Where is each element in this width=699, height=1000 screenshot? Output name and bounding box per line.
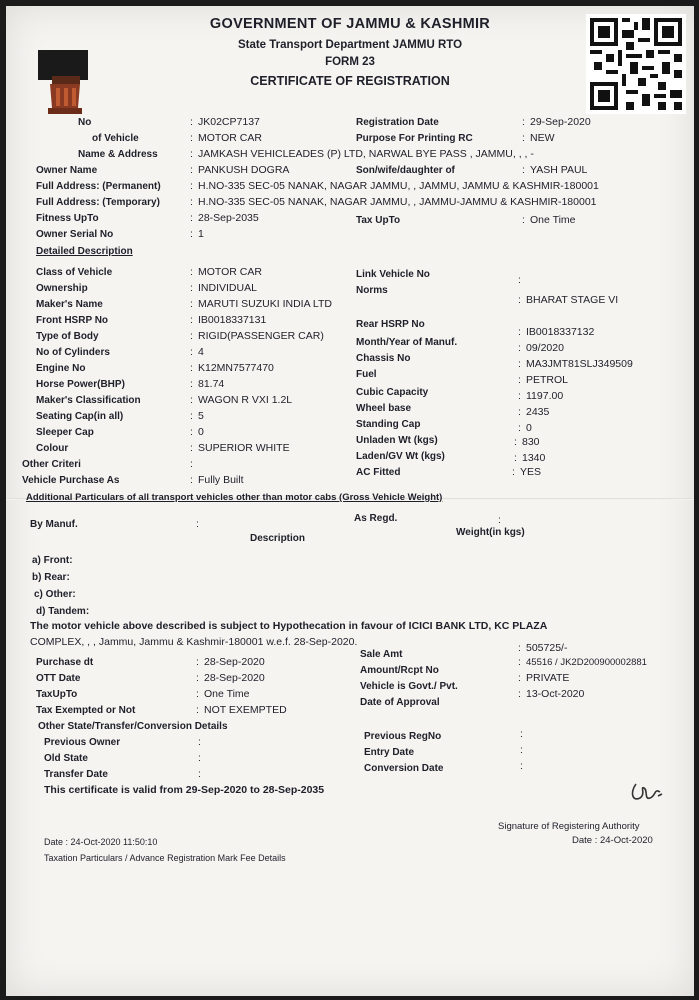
detail-value: INDIVIDUAL (198, 282, 257, 294)
colon: : (190, 164, 193, 176)
tax-value: 28-Sep-2020 (204, 656, 265, 668)
detail-value: 5 (198, 410, 204, 422)
government-title: GOVERNMENT OF JAMMU & KASHMIR (209, 16, 491, 32)
colon: : (190, 148, 193, 160)
detail-value: IB0018337132 (526, 326, 595, 338)
colon: : (518, 358, 521, 370)
tax-label: Vehicle is Govt./ Pvt. (360, 681, 458, 692)
tax-value: 13-Oct-2020 (526, 688, 585, 700)
reg-no-label: No (78, 117, 92, 128)
detail-value: K12MN7577470 (198, 362, 274, 374)
tax-upto-label: Tax UpTo (356, 215, 401, 226)
detail-value: MA3JMT81SLJ349509 (526, 358, 633, 370)
detail-label: Month/Year of Manuf. (356, 337, 458, 348)
owner-name-label: Owner Name (36, 165, 98, 176)
colon: : (518, 374, 521, 386)
transfer-date-label: Transfer Date (44, 769, 108, 780)
taxation-particulars: Taxation Particulars / Advance Registration Mark Fee Details (44, 853, 286, 863)
owner-name-value: PANKUSH DOGRA (198, 164, 290, 176)
fitness-value: 28-Sep-2035 (198, 212, 259, 224)
colon: : (498, 514, 501, 526)
colon: : (196, 704, 199, 716)
colon: : (190, 266, 193, 278)
by-manuf-label: By Manuf. (30, 519, 78, 530)
colon: : (190, 180, 193, 192)
validity-statement: This certificate is valid from 29-Sep-2020 to 28-Sep-2035 (44, 784, 325, 796)
hypothecation-line-2: COMPLEX, , , Jammu, Jammu & Kashmir-180001 w.e.f. 28-Sep-2020. (30, 636, 358, 648)
detail-label: Laden/GV Wt (kgs) (356, 451, 445, 462)
detail-label: Wheel base (356, 403, 412, 414)
detail-label: Ownership (36, 283, 88, 294)
son-of-value: YASH PAUL (530, 164, 588, 176)
conversion-date-label: Conversion Date (364, 763, 444, 774)
detail-value: 830 (522, 436, 540, 448)
detail-value: 2435 (526, 406, 550, 418)
colon: : (518, 688, 521, 700)
colon: : (190, 458, 193, 470)
registration-certificate (6, 6, 694, 996)
dealer-label: Name & Address (78, 149, 158, 160)
colon: : (190, 314, 193, 326)
detail-label: Rear HSRP No (356, 319, 425, 330)
certificate-title: CERTIFICATE OF REGISTRATION (250, 74, 450, 88)
colon: : (196, 518, 199, 530)
colon: : (522, 116, 525, 128)
colon: : (518, 422, 521, 434)
description-label: Description (250, 533, 306, 544)
registration-date-label: Registration Date (356, 117, 439, 128)
colon: : (196, 688, 199, 700)
axle-tandem: d) Tandem: (36, 606, 90, 617)
colon: : (190, 298, 193, 310)
colon: : (520, 760, 523, 772)
detail-value: 4 (198, 346, 204, 358)
class-label: of Vehicle (92, 133, 139, 144)
permanent-address-value: H.NO-335 SEC-05 NANAK, NAGAR JAMMU, , JAMMU, JAMMU & KASHMIR-180001 (198, 180, 599, 192)
colon: : (518, 294, 521, 306)
detail-value: 09/2020 (526, 342, 564, 354)
colon: : (520, 744, 523, 756)
detail-label: No of Cylinders (36, 347, 110, 358)
print-date: Date : 24-Oct-2020 11:50:10 (44, 837, 158, 847)
colon: : (522, 132, 525, 144)
detail-value: MOTOR CAR (198, 266, 262, 278)
tax-label: Date of Approval (360, 697, 440, 708)
detail-label: Engine No (36, 363, 86, 374)
colon: : (514, 452, 517, 464)
colon: : (190, 474, 193, 486)
detail-label: Link Vehicle No (356, 269, 430, 280)
additional-particulars-title: Additional Particulars of all transport vehicles other than motor cabs (Gross Vehicle Weight) (26, 492, 443, 503)
detail-label: Chassis No (356, 353, 411, 364)
detail-label: Maker's Classification (36, 395, 141, 406)
colon: : (520, 728, 523, 740)
owner-serial-value: 1 (198, 228, 204, 240)
colon: : (518, 656, 521, 668)
form-number: FORM 23 (325, 56, 375, 68)
detail-label: Class of Vehicle (36, 267, 113, 278)
axle-front: a) Front: (32, 555, 73, 566)
reg-no-value: JK02CP7137 (198, 116, 260, 128)
detail-value: MARUTI SUZUKI INDIA LTD (198, 298, 332, 310)
detail-value: Fully Built (198, 474, 244, 486)
tax-label: Tax Exempted or Not (36, 705, 136, 716)
tax-label: Amount/Rcpt No (360, 665, 439, 676)
detail-value: 81.74 (198, 378, 225, 390)
permanent-address-label: Full Address: (Permanent) (36, 181, 161, 192)
detail-value: 1340 (522, 452, 546, 464)
colon: : (190, 442, 193, 454)
detail-label: Fuel (356, 369, 377, 380)
detail-value: YES (520, 466, 542, 478)
signature-scribble (628, 778, 666, 808)
colon: : (518, 326, 521, 338)
detail-label: Colour (36, 443, 69, 454)
colon: : (518, 406, 521, 418)
detail-value: BHARAT STAGE VI (526, 294, 619, 306)
tax-label: Sale Amt (360, 649, 403, 660)
detail-label: Unladen Wt (kgs) (356, 435, 438, 446)
detail-label: Front HSRP No (36, 315, 109, 326)
owner-serial-label: Owner Serial No (36, 229, 114, 240)
axle-other: c) Other: (34, 589, 76, 600)
colon: : (190, 362, 193, 374)
fitness-label: Fitness UpTo (36, 213, 99, 224)
tax-value: NOT EXEMPTED (204, 704, 287, 716)
old-state-label: Old State (44, 753, 88, 764)
detail-value: 0 (526, 422, 532, 434)
colon: : (190, 132, 193, 144)
detail-label: Vehicle Purchase As (22, 475, 120, 486)
dealer-value: JAMKASH VEHICLEADES (P) LTD, NARWAL BYE PASS , JAMMU, , , - (198, 148, 534, 160)
colon: : (190, 282, 193, 294)
detail-label: Horse Power(BHP) (36, 379, 125, 390)
axle-rear: b) Rear: (32, 572, 70, 583)
registration-date-value: 29-Sep-2020 (530, 116, 591, 128)
colon: : (522, 164, 525, 176)
colon: : (518, 342, 521, 354)
tax-value: One Time (204, 688, 250, 700)
other-details-title: Other State/Transfer/Conversion Details (38, 721, 228, 732)
detail-value: RIGID(PASSENGER CAR) (198, 330, 324, 342)
detail-label: Cubic Capacity (356, 387, 429, 398)
colon: : (518, 390, 521, 402)
purpose-value: NEW (530, 132, 555, 144)
tax-value: 505725/- (526, 642, 568, 654)
detail-label: Standing Cap (356, 419, 421, 430)
colon: : (190, 330, 193, 342)
colon: : (190, 212, 193, 224)
tax-value: 45516 / JK2D200900002881 (526, 657, 647, 668)
tax-value: 28-Sep-2020 (204, 672, 265, 684)
purpose-label: Purpose For Printing RC (356, 133, 473, 144)
detail-label: AC Fitted (356, 467, 401, 478)
tax-value: PRIVATE (526, 672, 570, 684)
detail-value: WAGON R VXI 1.2L (198, 394, 293, 406)
tax-label: Purchase dt (36, 657, 94, 668)
colon: : (198, 768, 201, 780)
class-value: MOTOR CAR (198, 132, 262, 144)
tax-upto-value: One Time (530, 214, 576, 226)
temporary-address-label: Full Address: (Temporary) (36, 197, 160, 208)
colon: : (518, 642, 521, 654)
colon: : (198, 736, 201, 748)
detail-label: Type of Body (36, 331, 99, 342)
son-of-label: Son/wife/daughter of (356, 165, 455, 176)
detailed-description-title: Detailed Description (36, 246, 133, 257)
colon: : (518, 274, 521, 286)
colon: : (514, 436, 517, 448)
colon: : (518, 672, 521, 684)
detail-label: Sleeper Cap (36, 427, 94, 438)
detail-label: Other Criteri (22, 459, 81, 470)
colon: : (190, 196, 193, 208)
previous-owner-label: Previous Owner (44, 737, 121, 748)
department-title: State Transport Department JAMMU RTO (237, 39, 463, 51)
entry-date-label: Entry Date (364, 747, 415, 758)
signature-label: Signature of Registering Authority (498, 821, 640, 832)
detail-value: PETROL (526, 374, 569, 386)
detail-label: Seating Cap(in all) (36, 411, 124, 422)
signature-date: Date : 24-Oct-2020 (572, 835, 653, 846)
colon: : (196, 672, 199, 684)
hypothecation-line-1: The motor vehicle above described is subject to Hypothecation in favour of ICICI BANK LTD, KC PLAZA (30, 620, 548, 632)
detail-label: Maker's Name (36, 299, 103, 310)
colon: : (190, 378, 193, 390)
colon: : (190, 116, 193, 128)
detail-label: Norms (356, 285, 388, 296)
colon: : (190, 346, 193, 358)
colon: : (190, 426, 193, 438)
colon: : (190, 394, 193, 406)
colon: : (190, 228, 193, 240)
weight-label: Weight(in kgs) (456, 527, 525, 538)
detail-value: 0 (198, 426, 204, 438)
detail-value: SUPERIOR WHITE (198, 442, 290, 454)
colon: : (512, 466, 515, 478)
detail-value: IB0018337131 (198, 314, 267, 326)
tax-label: TaxUpTo (36, 689, 78, 700)
detail-value: 1197.00 (526, 390, 564, 402)
previous-regno-label: Previous RegNo (364, 731, 442, 742)
temporary-address-value: H.NO-335 SEC-05 NANAK, NAGAR JAMMU, , JAMMU-JAMMU & KASHMIR-180001 (198, 196, 597, 208)
as-regd-label: As Regd. (354, 513, 398, 524)
tax-label: OTT Date (36, 673, 81, 684)
colon: : (198, 752, 201, 764)
colon: : (522, 214, 525, 226)
colon: : (196, 656, 199, 668)
colon: : (190, 410, 193, 422)
